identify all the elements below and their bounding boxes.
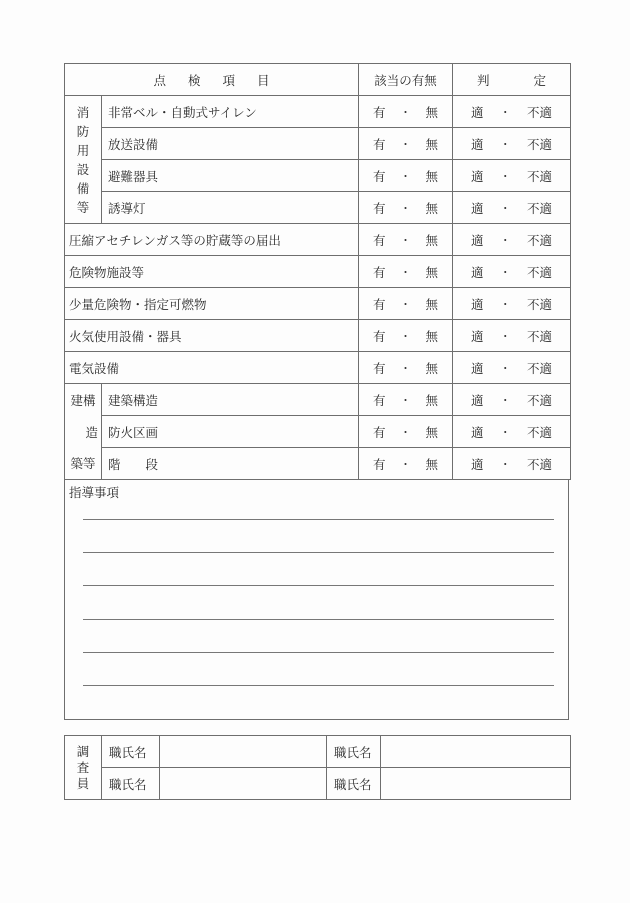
- header-item: 点検項目: [65, 64, 359, 96]
- inspector-field-label: 職氏名: [102, 736, 160, 768]
- inspector-row: [65, 736, 571, 768]
- remarks-line[interactable]: [83, 652, 554, 653]
- header-judgment: 判 定: [453, 64, 571, 96]
- inspection-table: [64, 63, 571, 480]
- applicable-choice[interactable]: 有 ・ 無: [359, 128, 453, 160]
- table-row: [65, 352, 571, 384]
- remarks-line[interactable]: [83, 685, 554, 686]
- item-label: 少量危険物・指定可燃物: [65, 288, 359, 320]
- inspector-row: [65, 768, 571, 800]
- group-label-building-3: 築等: [65, 448, 102, 480]
- applicable-choice[interactable]: 有 ・ 無: [359, 320, 453, 352]
- applicable-choice[interactable]: 有 ・ 無: [359, 160, 453, 192]
- applicable-choice[interactable]: 有 ・ 無: [359, 224, 453, 256]
- remarks-line[interactable]: [83, 519, 554, 520]
- inspector-name-input[interactable]: [381, 736, 571, 768]
- judgment-choice[interactable]: 適 ・ 不適: [453, 224, 571, 256]
- table-row: [65, 416, 571, 448]
- group-label-building-2: 造: [65, 416, 102, 448]
- applicable-choice[interactable]: 有 ・ 無: [359, 192, 453, 224]
- applicable-choice[interactable]: 有 ・ 無: [359, 416, 453, 448]
- inspector-field-label: 職氏名: [327, 736, 381, 768]
- item-label: 電気設備: [65, 352, 359, 384]
- applicable-choice[interactable]: 有 ・ 無: [359, 288, 453, 320]
- inspector-name-input[interactable]: [160, 736, 327, 768]
- table-row: [65, 448, 571, 480]
- table-row: [65, 192, 571, 224]
- judgment-choice[interactable]: 適 ・ 不適: [453, 128, 571, 160]
- group-label-building-1: 建構: [65, 384, 102, 416]
- judgment-choice[interactable]: 適 ・ 不適: [453, 96, 571, 128]
- remarks-box[interactable]: [64, 479, 569, 720]
- judgment-choice[interactable]: 適 ・ 不適: [453, 288, 571, 320]
- header-row: [65, 64, 571, 96]
- applicable-choice[interactable]: 有 ・ 無: [359, 96, 453, 128]
- item-label: 誘導灯: [102, 192, 359, 224]
- item-label: 避難器具: [102, 160, 359, 192]
- judgment-choice[interactable]: 適 ・ 不適: [453, 384, 571, 416]
- applicable-choice[interactable]: 有 ・ 無: [359, 448, 453, 480]
- judgment-choice[interactable]: 適 ・ 不適: [453, 448, 571, 480]
- item-label: 非常ベル・自動式サイレン: [102, 96, 359, 128]
- table-row: [65, 256, 571, 288]
- item-label: 建築構造: [102, 384, 359, 416]
- inspector-field-label: 職氏名: [327, 768, 381, 800]
- item-label: 危険物施設等: [65, 256, 359, 288]
- table-row: [65, 160, 571, 192]
- table-row: [65, 96, 571, 128]
- judgment-choice[interactable]: 適 ・ 不適: [453, 256, 571, 288]
- inspector-name-input[interactable]: [381, 768, 571, 800]
- table-row: [65, 224, 571, 256]
- judgment-choice[interactable]: 適 ・ 不適: [453, 416, 571, 448]
- applicable-choice[interactable]: 有 ・ 無: [359, 352, 453, 384]
- applicable-choice[interactable]: 有 ・ 無: [359, 384, 453, 416]
- table-row: [65, 288, 571, 320]
- table-row: [65, 384, 571, 416]
- item-label: 火気使用設備・器具: [65, 320, 359, 352]
- judgment-choice[interactable]: 適 ・ 不適: [453, 352, 571, 384]
- inspector-field-label: 職氏名: [102, 768, 160, 800]
- group-label-fire-equipment: 消 防 用 設 備 等: [65, 96, 102, 224]
- judgment-choice[interactable]: 適 ・ 不適: [453, 320, 571, 352]
- item-label: 放送設備: [102, 128, 359, 160]
- applicable-choice[interactable]: 有 ・ 無: [359, 256, 453, 288]
- remarks-label: 指導事項: [69, 485, 120, 500]
- inspector-name-input[interactable]: [160, 768, 327, 800]
- judgment-choice[interactable]: 適 ・ 不適: [453, 160, 571, 192]
- inspector-table: [64, 735, 571, 800]
- table-row: [65, 320, 571, 352]
- table-row: [65, 128, 571, 160]
- header-applicable: 該当の有無: [359, 64, 453, 96]
- remarks-line[interactable]: [83, 585, 554, 586]
- judgment-choice[interactable]: 適 ・ 不適: [453, 192, 571, 224]
- item-label: 防火区画: [102, 416, 359, 448]
- remarks-line[interactable]: [83, 552, 554, 553]
- remarks-line[interactable]: [83, 619, 554, 620]
- item-label: 圧縮アセチレンガス等の貯蔵等の届出: [65, 224, 359, 256]
- inspector-group-label: 調 査 員: [65, 736, 102, 800]
- item-label: 階 段: [102, 448, 359, 480]
